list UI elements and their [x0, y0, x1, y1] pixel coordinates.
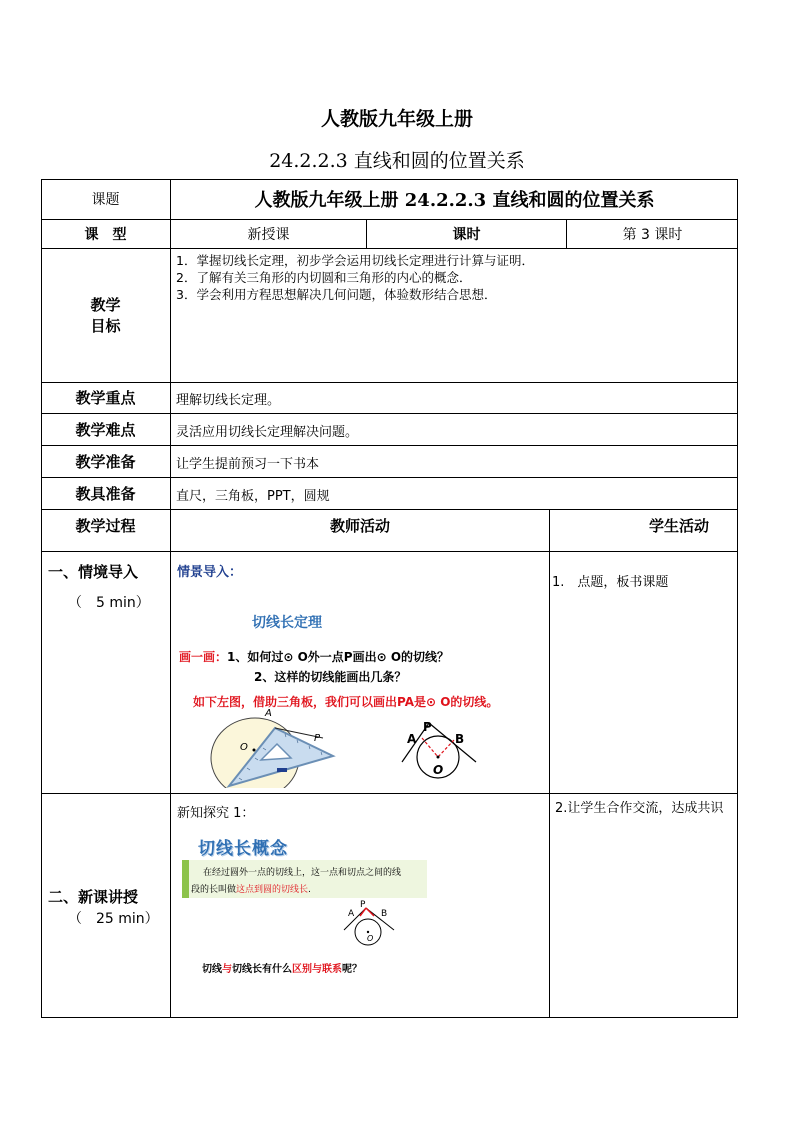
objective-item: 2．了解有关三角形的内切圆和三角形的内心的概念．	[176, 270, 472, 285]
document-title: 人教版九年级上册	[320, 108, 473, 130]
fig2-label-o: O	[433, 763, 444, 777]
prep-value: 让学生提前预习一下书本	[176, 457, 320, 472]
tools-value: 直尺，三角板，PPT，圆规	[176, 489, 330, 504]
key-label: 教学重点	[75, 389, 136, 407]
topic-value: 人教版九年级上册 24.2.2.3 直线和圆的位置关系	[254, 190, 655, 211]
difficulty-label: 教学难点	[75, 420, 136, 439]
fig2-label-b: B	[455, 732, 465, 746]
slide-title: 切线长定理	[252, 615, 322, 631]
key-value: 理解切线长定理。	[176, 393, 281, 408]
fig3-label-a: A	[348, 909, 355, 919]
document-subtitle: 24.2.2.3 直线和圆的位置关系	[269, 150, 525, 172]
section2-name: 二、新课讲授	[48, 888, 139, 906]
scene-intro-label: 情景导入：	[177, 565, 243, 580]
definition-prefix: 段的长叫做	[191, 885, 237, 895]
draw-label: 画一画：	[179, 650, 228, 664]
compare-q-red2: 区别与联系	[292, 964, 342, 975]
fig3-label-p: P	[360, 900, 366, 910]
compare-q-suffix: 呢？	[342, 964, 362, 975]
teacher-activity-header: 教师活动	[329, 516, 390, 535]
compare-q-red1: 与	[222, 964, 232, 975]
prep-label: 教学准备	[75, 452, 136, 471]
objectives-label-line2: 目标	[90, 317, 121, 335]
explore-label: 新知探究 1：	[177, 806, 255, 821]
compare-q-prefix: 切线	[202, 964, 222, 975]
red-explanation: 如下左图，借助三角板，我们可以画出PA是⊙ O的切线。	[193, 695, 499, 709]
section2-student-activity: 2.让学生合作交流，达成共识	[555, 801, 724, 816]
difficulty-value: 灵活应用切线长定理解决问题。	[176, 425, 359, 440]
fig-label-a: A	[265, 708, 272, 719]
definition-line1: 在经过圆外一点的切线上，这一点和切点之间的线	[203, 868, 402, 878]
student-activity-header: 学生活动	[648, 516, 709, 535]
objectives-label-line1: 教学	[90, 296, 121, 314]
type-value: 新授课	[247, 226, 290, 243]
section1-time: （ 5 min）	[68, 595, 150, 611]
objective-item: 1．掌握切线长定理，初步学会运用切线长定理进行计算与证明．	[176, 253, 534, 268]
question-1: 1、如何过⊙ O外一点P画出⊙ O的切线？	[227, 650, 450, 664]
concept-title: 切线长概念	[198, 839, 288, 859]
tools-label: 教具准备	[75, 484, 136, 503]
section2-time: （ 25 min）	[68, 911, 159, 927]
triangle-ruler-figure	[205, 712, 340, 788]
draw-question-1	[179, 648, 449, 665]
fig3-label-o: O	[367, 934, 374, 943]
objectives-label	[41, 248, 170, 382]
fig-label-o: O	[240, 742, 248, 753]
type-label: 课 型	[84, 226, 127, 243]
question-2: 2、这样的切线能画出几条？	[254, 670, 407, 684]
section1-name: 一、情境导入	[48, 563, 139, 581]
objective-item: 3．学会利用方程思想解决几何问题，体验数形结合思想．	[176, 287, 497, 302]
hours-label: 课时	[452, 226, 481, 243]
objectives-list	[176, 252, 732, 303]
hours-value: 第 3 课时	[622, 226, 683, 243]
section1-student-activity: 1. 点题，板书课题	[552, 575, 669, 590]
fig3-label-b: B	[381, 909, 388, 919]
fig2-label-p: P	[423, 720, 432, 734]
topic-label: 课题	[91, 192, 120, 208]
definition-box	[182, 860, 427, 898]
compare-question	[202, 960, 362, 975]
fig2-label-a: A	[407, 732, 417, 746]
definition-line2	[191, 882, 311, 895]
definition-suffix: .	[308, 885, 311, 895]
compare-q-mid: 切线长有什么	[232, 964, 292, 975]
fig-label-p: P	[314, 733, 321, 744]
definition-highlight: 这点到圆的切线长	[236, 885, 309, 895]
process-header: 教学过程	[75, 516, 136, 535]
